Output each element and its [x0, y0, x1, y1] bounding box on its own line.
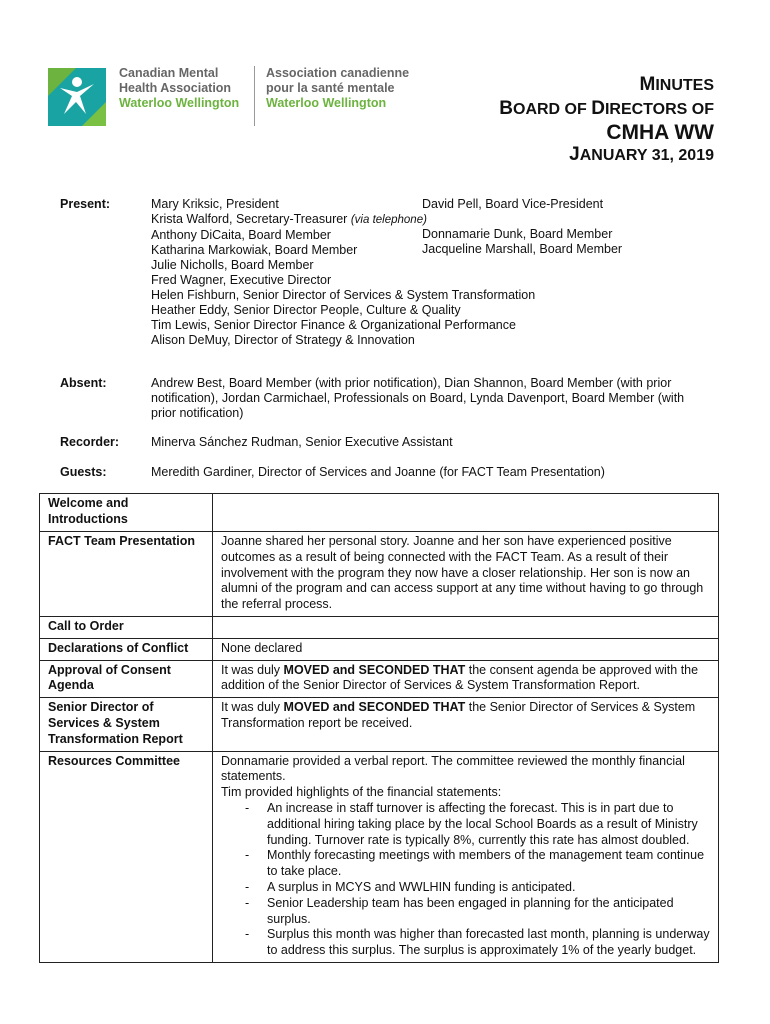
agenda-item-text: Donnamarie provided a verbal report. The committee reviewed the monthly financial statements. Tim provided highlights of the financial statements: - An increase in staff turnover is affecting the forecast. This is in part due to additional hiring taking place by the local School Boards as a result of Ministry funding. Turnover rate is typically 8%, currently this rate has almost doubled. - Monthly forecasting meetings with members of the management team continue to take place. - A surplus in MCYS and WWLHIN funding is anticipated. - Senior Leadership team has been engaged in planning for the anticipated surplus. - Surplus this month was higher than forecasted last month, planning is underway to address this surplus. The surplus is approximately 1% of the yearly budget. — [213, 751, 719, 962]
table-row — [40, 698, 719, 751]
absent-label: Absent: — [60, 376, 107, 390]
recorder-text: Minerva Sánchez Rudman, Senior Executive Assistant — [151, 435, 453, 449]
list-item: - Senior Leadership team has been engaged in planning for the anticipated surplus. — [221, 896, 712, 928]
table-row — [40, 616, 719, 638]
agenda-item-text: None declared — [213, 638, 719, 660]
logo-fr-line2: pour la santé mentale — [266, 81, 395, 95]
agenda-item-text: It was duly MOVED and SECONDED THAT the consent agenda be approved with the addition of the Senior Director of Services & System Transformation Report. — [213, 660, 719, 698]
title-org: CMHA WW — [606, 121, 714, 144]
attendee: Jacqueline Marshall, Board Member — [422, 242, 623, 256]
logo-en-line3: Waterloo Wellington — [119, 96, 240, 110]
title-board: BOARD OF DIRECTORS OF — [499, 98, 714, 119]
attendee: David Pell, Board Vice-President — [422, 197, 604, 211]
guests-text: Meredith Gardiner, Director of Services and Joanne (for FACT Team Presentation) — [151, 465, 605, 479]
absent-text: Andrew Best, Board Member (with prior notification), Dian Shannon, Board Member (with prior notification), Jordan Carmichael, Professionals on Board, Lynda Davenport, Board Member (with prior notification) — [151, 376, 685, 420]
present-label: Present: — [60, 197, 111, 211]
attendee: Tim Lewis, Senior Director Finance & Organizational Performance — [151, 318, 516, 332]
agenda-table — [39, 493, 719, 963]
title-minutes: MINUTES — [639, 74, 714, 95]
agenda-item-label: FACT Team Presentation — [40, 532, 213, 617]
attendee: Katharina Markowiak, Board Member — [151, 243, 358, 257]
logo-english-text — [119, 66, 239, 111]
agenda-item-label: Resources Committee — [40, 751, 213, 962]
agenda-item-text — [213, 494, 719, 532]
logo-fr-line3: Waterloo Wellington — [266, 96, 387, 110]
agenda-item-label: Declarations of Conflict — [40, 638, 213, 660]
attendee: Donnamarie Dunk, Board Member — [422, 227, 613, 241]
logo-en-line1: Canadian Mental — [119, 66, 219, 80]
attendee: Julie Nicholls, Board Member — [151, 258, 314, 272]
present-list — [151, 197, 571, 348]
guests-label: Guests: — [60, 465, 107, 479]
attendee: Fred Wagner, Executive Director — [151, 273, 332, 287]
recorder-label: Recorder: — [60, 435, 120, 449]
agenda-item-label: Senior Director of Services & System Transformation Report — [40, 698, 213, 751]
logo-french-text — [266, 66, 409, 111]
bullet-list — [221, 801, 712, 959]
agenda-item-text: It was duly MOVED and SECONDED THAT the Senior Director of Services & System Transformation report be received. — [213, 698, 719, 751]
cmha-logo-icon — [46, 66, 108, 128]
agenda-item-label: Welcome and Introductions — [40, 494, 213, 532]
table-row — [40, 751, 719, 962]
logo-fr-line1: Association canadienne — [266, 66, 410, 80]
table-row — [40, 638, 719, 660]
logo-en-line2: Health Association — [119, 81, 232, 95]
title-date: JANUARY 31, 2019 — [569, 144, 714, 165]
agenda-item-text: Joanne shared her personal story. Joanne and her son have experienced positive outcomes as a result of being connected with the FACT Team. As a result of their involvement with the program they now have a closer relationship. Her son is now an alumni of the program and can access support at any time without having to go through the referral process. — [213, 532, 719, 617]
list-item: - A surplus in MCYS and WWLHIN funding is anticipated. — [221, 880, 712, 896]
attendee: Mary Kriksic, President — [151, 197, 279, 211]
agenda-item-text — [213, 616, 719, 638]
attendee: Alison DeMuy, Director of Strategy & Innovation — [151, 333, 415, 347]
table-row — [40, 660, 719, 698]
attendee: Heather Eddy, Senior Director People, Culture & Quality — [151, 303, 461, 317]
list-item: - Surplus this month was higher than forecasted last month, planning is underway to address this surplus. The surplus is approximately 1% of the yearly budget. — [221, 927, 712, 959]
attendee-note: (via telephone) — [350, 214, 427, 226]
cmha-logo — [46, 66, 108, 128]
list-item: - An increase in staff turnover is affecting the forecast. This is in part due to additional hiring taking place by the local School Boards as a result of Ministry funding. Turnover rate is typically 8%, currently this rate has almost doubled. — [221, 801, 712, 848]
logo-divider — [254, 66, 255, 126]
agenda-item-label: Approval of Consent Agenda — [40, 660, 213, 698]
table-row — [40, 532, 719, 617]
attendee: Krista Walford, Secretary-Treasurer (via telephone) — [151, 212, 427, 226]
agenda-item-label: Call to Order — [40, 616, 213, 638]
list-item: - Monthly forecasting meetings with members of the management team continue to take place. — [221, 848, 712, 880]
table-row — [40, 494, 719, 532]
attendee: Anthony DiCaita, Board Member — [151, 228, 331, 242]
attendee: Helen Fishburn, Senior Director of Services & System Transformation — [151, 288, 536, 302]
